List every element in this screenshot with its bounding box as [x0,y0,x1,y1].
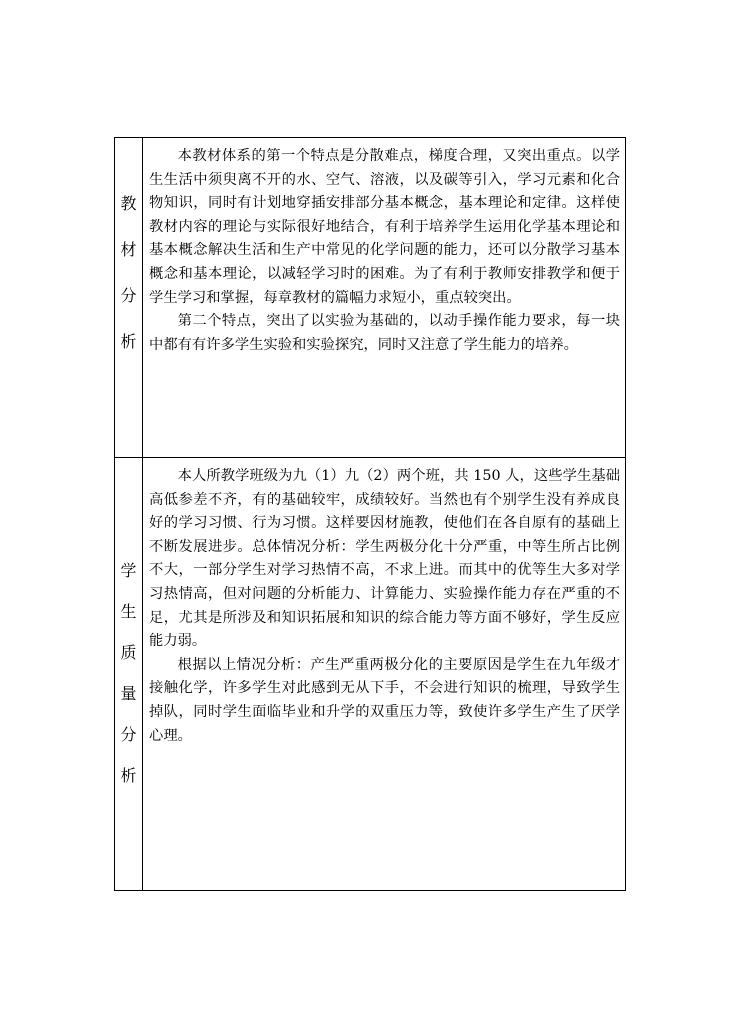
section-content-textbook-analysis [143,138,625,357]
label-char: 分 [120,286,137,305]
paragraph: 本教材体系的第一个特点是分散难点，梯度合理，又突出重点。以学生生活中须臾离不开的水、空气、溶液，以及碳等引入，学习元素和化合物知识，同时有计划地穿插安排部分基本概念，基本理论和定律。这样使教材内容的理论与实际很好地结合，有利于培养学生运用化学基本理论和基本概念解决生活和生产中常见的化学问题的能力，还可以分散学习基本概念和基本理论，以减轻学习时的困难。为了有利于教师安排教学和便于学生学习和掌握，每章教材的篇幅力求短小，重点较突出。 [149,148,620,306]
label-char: 析 [120,332,137,351]
label-char: 质 [120,643,137,662]
section-content-student-analysis [143,458,625,748]
analysis-table [114,137,626,891]
section-content-cell [143,458,626,891]
section-label-textbook-analysis [115,138,142,353]
section-label-cell [115,458,143,891]
label-char: 教 [120,194,137,213]
table-row-student-analysis [115,458,626,891]
section-label-student-analysis [115,458,142,787]
paragraph: 根据以上情况分析：产生严重两极分化的主要原因是学生在九年级才接触化学，许多学生对此感到无从下手，不会进行知识的梳理，导致学生掉队，同时学生面临毕业和升学的双重压力等，致使许多学生产生了厌学心理。 [149,656,620,744]
section-content-cell [143,138,626,458]
section-label-cell [115,138,143,458]
label-char: 生 [120,602,137,621]
label-char: 学 [120,561,137,580]
label-char: 分 [120,725,137,744]
label-char: 量 [120,684,137,703]
paragraph: 第二个特点，突出了以实验为基础的，以动手操作能力要求，每一块中都有有许多学生实验和实验探究，同时又注意了学生能力的培养。 [149,313,620,353]
paragraph: 本人所教学班级为九（1）九（2）两个班，共 150 人，这些学生基础高低参差不齐，有的基础较牢，成绩较好。当然也有个别学生没有养成良好的学习习惯、行为习惯。这样要因材施教，使他们在各自原有的基础上不断发展进步。总体情况分析：学生两极分化十分严重，中等生所占比例不大，一部分学生对学习热情不高，不求上进。而其中的优等生大多对学习热情高，但对问题的分析能力、计算能力、实验操作能力存在严重的不足，尤其是所涉及和知识拓展和知识的综合能力等方面不够好，学生反应能力弱。 [149,468,620,650]
label-char: 析 [120,766,137,785]
table-row-textbook-analysis [115,138,626,458]
label-char: 材 [120,240,137,259]
